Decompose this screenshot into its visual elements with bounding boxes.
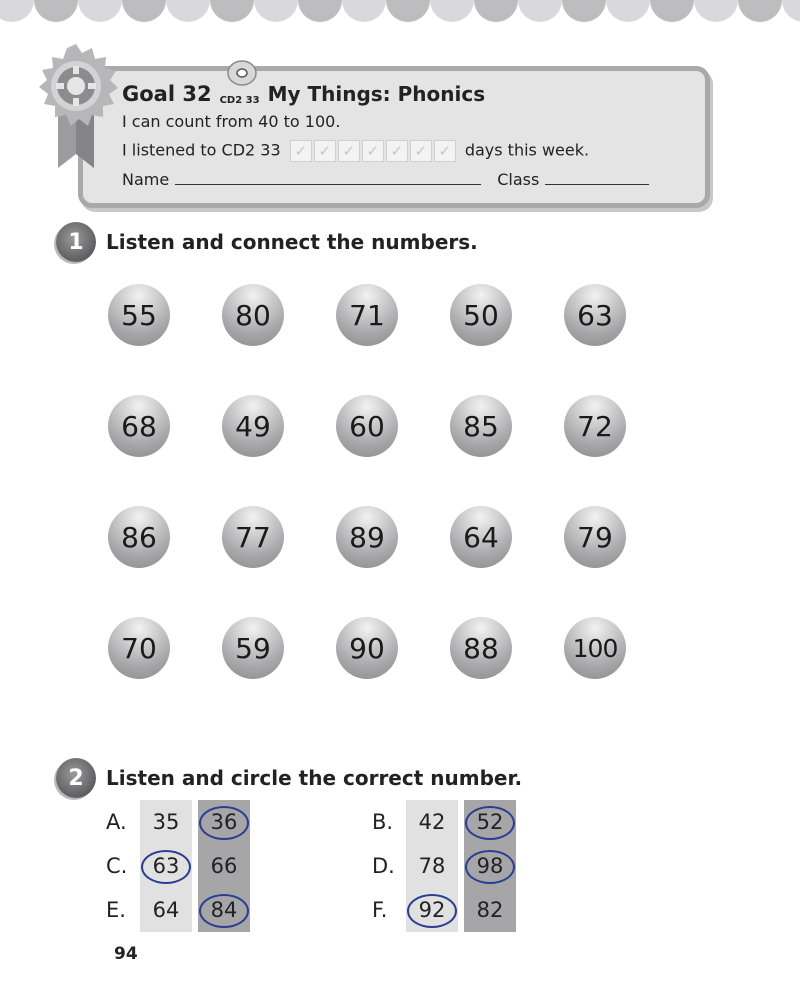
scallop-shape bbox=[782, 0, 800, 22]
number-option-text: 82 bbox=[476, 898, 504, 922]
cd-label: CD2 33 bbox=[219, 95, 260, 106]
number-option-right[interactable] bbox=[464, 800, 516, 844]
exercise-row bbox=[372, 800, 516, 844]
number-option-right[interactable] bbox=[464, 888, 516, 932]
scallop-shape bbox=[386, 0, 430, 22]
number-ball-grid bbox=[108, 284, 628, 679]
rosette-icon bbox=[34, 44, 118, 128]
exercise-letter: D. bbox=[372, 854, 395, 878]
number-option-text: 78 bbox=[418, 854, 446, 878]
check-box-4[interactable]: ✓ bbox=[362, 140, 384, 162]
scalloped-border bbox=[0, 0, 800, 22]
number-option-left[interactable] bbox=[140, 800, 192, 844]
check-box-1[interactable]: ✓ bbox=[290, 140, 312, 162]
listened-suffix: days this week. bbox=[464, 140, 590, 160]
scallop-shape bbox=[34, 0, 78, 22]
section-2-title: Listen and circle the correct number. bbox=[106, 766, 523, 790]
number-option-text: 42 bbox=[418, 810, 446, 834]
section-2-number-badge: 2 bbox=[56, 758, 96, 798]
name-class-line bbox=[122, 170, 649, 189]
number-option-right[interactable] bbox=[198, 844, 250, 888]
scallop-shape bbox=[254, 0, 298, 22]
number-ball[interactable]: 100 bbox=[564, 617, 626, 679]
number-ball[interactable]: 49 bbox=[222, 395, 284, 457]
number-option-left[interactable] bbox=[140, 888, 192, 932]
answer-circle bbox=[199, 894, 249, 928]
exercise-letter: E. bbox=[106, 898, 126, 922]
section-1-title: Listen and connect the numbers. bbox=[106, 230, 478, 254]
number-option-right[interactable] bbox=[198, 888, 250, 932]
number-ball[interactable]: 89 bbox=[336, 506, 398, 568]
number-ball[interactable]: 63 bbox=[564, 284, 626, 346]
section-2-heading bbox=[56, 758, 522, 798]
scallop-shape bbox=[78, 0, 122, 22]
number-ball[interactable]: 80 bbox=[222, 284, 284, 346]
number-option-text: 66 bbox=[210, 854, 238, 878]
exercise-row bbox=[106, 888, 250, 932]
section-1-heading bbox=[56, 222, 478, 262]
number-option-right[interactable] bbox=[464, 844, 516, 888]
scallop-shape bbox=[122, 0, 166, 22]
number-ball[interactable]: 90 bbox=[336, 617, 398, 679]
goal-title-row bbox=[122, 78, 485, 106]
exercise-letter: C. bbox=[106, 854, 128, 878]
number-ball[interactable]: 50 bbox=[450, 284, 512, 346]
answer-circle bbox=[465, 806, 515, 840]
number-option-text: 84 bbox=[210, 898, 238, 922]
exercise-column-right bbox=[372, 800, 516, 932]
scallop-shape bbox=[474, 0, 518, 22]
number-option-text: 63 bbox=[152, 854, 180, 878]
exercise-row bbox=[106, 800, 250, 844]
cd-badge bbox=[220, 76, 260, 106]
section-1-number-badge: 1 bbox=[56, 222, 96, 262]
name-label: Name bbox=[122, 170, 170, 189]
scallop-shape bbox=[650, 0, 694, 22]
scallop-shape bbox=[342, 0, 386, 22]
check-boxes bbox=[290, 140, 456, 162]
scallop-shape bbox=[298, 0, 342, 22]
number-ball[interactable]: 59 bbox=[222, 617, 284, 679]
exercise-row bbox=[372, 888, 516, 932]
number-option-right[interactable] bbox=[198, 800, 250, 844]
class-label: Class bbox=[497, 170, 540, 189]
check-box-5[interactable]: ✓ bbox=[386, 140, 408, 162]
exercise-row bbox=[372, 844, 516, 888]
scallop-shape bbox=[694, 0, 738, 22]
answer-circle bbox=[199, 806, 249, 840]
scallop-shape bbox=[518, 0, 562, 22]
answer-circle bbox=[407, 894, 457, 928]
class-field[interactable] bbox=[545, 170, 649, 185]
exercise-column-left bbox=[106, 800, 250, 932]
number-ball[interactable]: 85 bbox=[450, 395, 512, 457]
number-option-text: 64 bbox=[152, 898, 180, 922]
exercise-letter: A. bbox=[106, 810, 127, 834]
cd-icon bbox=[226, 56, 258, 88]
listened-prefix: I listened to CD2 33 bbox=[122, 140, 281, 160]
check-box-3[interactable]: ✓ bbox=[338, 140, 360, 162]
listened-line bbox=[122, 140, 589, 162]
check-box-7[interactable]: ✓ bbox=[434, 140, 456, 162]
goal-topic: My Things: Phonics bbox=[267, 82, 486, 106]
number-option-left[interactable] bbox=[406, 888, 458, 932]
page-number: 94 bbox=[114, 944, 138, 964]
number-option-text: 35 bbox=[152, 810, 180, 834]
number-ball[interactable]: 86 bbox=[108, 506, 170, 568]
number-ball[interactable]: 68 bbox=[108, 395, 170, 457]
number-ball[interactable]: 55 bbox=[108, 284, 170, 346]
scallop-shape bbox=[0, 0, 34, 22]
answer-circle bbox=[465, 850, 515, 884]
number-option-text: 36 bbox=[210, 810, 238, 834]
number-ball[interactable]: 64 bbox=[450, 506, 512, 568]
number-ball[interactable]: 79 bbox=[564, 506, 626, 568]
scallop-shape bbox=[210, 0, 254, 22]
number-ball[interactable]: 60 bbox=[336, 395, 398, 457]
number-option-text: 98 bbox=[476, 854, 504, 878]
number-option-text: 92 bbox=[418, 898, 446, 922]
exercise-row bbox=[106, 844, 250, 888]
answer-circle bbox=[141, 850, 191, 884]
number-ball[interactable]: 88 bbox=[450, 617, 512, 679]
number-option-left[interactable] bbox=[406, 800, 458, 844]
number-option-left[interactable] bbox=[140, 844, 192, 888]
number-ball[interactable]: 77 bbox=[222, 506, 284, 568]
number-option-text: 52 bbox=[476, 810, 504, 834]
check-box-2[interactable]: ✓ bbox=[314, 140, 336, 162]
objective-text: I can count from 40 to 100. bbox=[122, 112, 341, 131]
number-ball[interactable]: 70 bbox=[108, 617, 170, 679]
number-ball[interactable]: 71 bbox=[336, 284, 398, 346]
check-box-6[interactable]: ✓ bbox=[410, 140, 432, 162]
number-ball[interactable]: 72 bbox=[564, 395, 626, 457]
scallop-shape bbox=[562, 0, 606, 22]
scallop-shape bbox=[738, 0, 782, 22]
scallop-shape bbox=[166, 0, 210, 22]
scallop-shape bbox=[606, 0, 650, 22]
number-option-left[interactable] bbox=[406, 844, 458, 888]
goal-label: Goal 32 bbox=[122, 82, 212, 106]
exercise-letter: B. bbox=[372, 810, 394, 834]
exercise-letter: F. bbox=[372, 898, 388, 922]
name-field[interactable] bbox=[175, 170, 481, 185]
scallop-shape bbox=[430, 0, 474, 22]
